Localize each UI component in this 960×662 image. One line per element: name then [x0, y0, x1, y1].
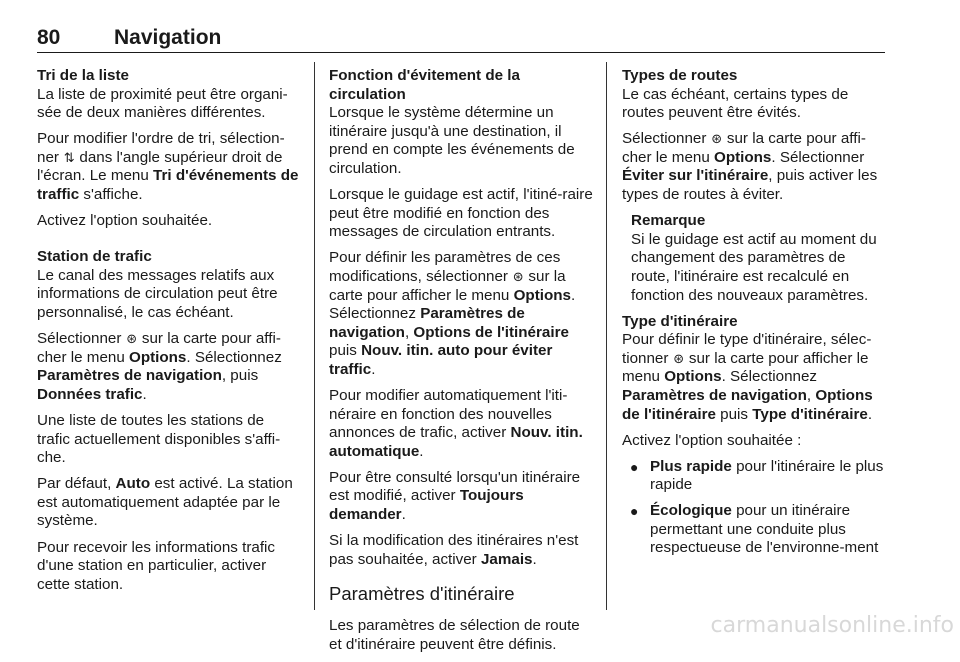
- sort-icon: ⇅: [63, 149, 75, 165]
- page-header: [37, 26, 885, 53]
- list-item: ● Plus rapide pour l'itinéraire le plus rapide: [622, 458, 888, 495]
- paragraph: Sélectionner ⊛ sur la carte pour affi-cher le menu Options. Sélectionner Éviter sur l'itinéraire, puis activer les types de routes à éviter.: [622, 130, 878, 204]
- page-number: 80: [37, 26, 61, 49]
- column-3: [622, 67, 888, 565]
- paragraph: La liste de proximité peut être organi-sée de deux manières différentes.: [37, 85, 288, 122]
- note-box: [631, 212, 888, 305]
- paragraph: Pour modifier automatiquement l'iti-néraire en fonction des nouvelles annonces de trafic, activer Nouv. itin. automatique.: [329, 387, 583, 460]
- bullet-icon: ●: [630, 458, 639, 475]
- heading-tri-liste: Tri de la liste: [37, 67, 130, 84]
- column-divider: [314, 62, 315, 610]
- paragraph: Lorsque le système détermine un itinéraire jusqu'à une destination, il prend en compte les événements de circulation.: [329, 104, 575, 177]
- paragraph: Le canal des messages relatifs aux informations de circulation peut être personnalisé, le cas échéant.: [37, 266, 278, 322]
- paragraph: Pour être consulté lorsqu'un itinéraire est modifié, activer Toujours demander.: [329, 468, 581, 524]
- column-1: [37, 67, 301, 602]
- column-divider: [606, 62, 607, 610]
- paragraph: Activez l'option souhaitée :: [622, 431, 802, 449]
- heading-type-itineraire: Type d'itinéraire: [622, 312, 738, 330]
- bullet-icon: ●: [630, 502, 639, 519]
- paragraph: Pour recevoir les informations trafic d'une station en particulier, activer cette station.: [37, 538, 276, 593]
- paragraph: Par défaut, Auto est activé. La station est automatiquement adaptée par le système.: [37, 475, 293, 530]
- list-item: ● Écologique pour un itinéraire permettant une conduite plus respectueuse de l'environne-ment: [622, 502, 888, 558]
- paragraph: Sélectionner ⊛ sur la carte pour affi-cher le menu Options. Sélectionnez Paramètres de navigation, puis Données trafic.: [37, 330, 282, 403]
- column-2: [329, 67, 593, 662]
- heading-types-routes: Types de routes: [622, 67, 738, 84]
- map-settings-icon: ⊛: [711, 131, 723, 147]
- paragraph: Si la modification des itinéraires n'est pas souhaitée, activer Jamais.: [329, 532, 579, 568]
- section-title: Paramètres d'itinéraire: [329, 583, 515, 605]
- note-text: Si le guidage est actif au moment du changement des paramètres de route, l'itinéraire est recalculé en fonction des nouveaux paramètres.: [631, 230, 877, 304]
- paragraph: Les paramètres de sélection de route et d'itinéraire peuvent être définis.: [329, 617, 580, 653]
- page-title: Navigation: [114, 26, 222, 49]
- paragraph: Une liste de toutes les stations de trafic actuellement disponibles s'affi-che.: [37, 412, 281, 467]
- paragraph: Le cas échéant, certains types de routes peuvent être évités.: [622, 85, 849, 122]
- map-settings-icon: ⊛: [126, 331, 138, 347]
- watermark: carmanualsonline.info: [710, 613, 954, 638]
- paragraph: Activez l'option souhaitée.: [37, 212, 213, 230]
- heading-station-trafic: Station de trafic: [37, 248, 152, 266]
- paragraph: Lorsque le guidage est actif, l'itiné-raire peut être modifié en fonction des messages de circulation entrants.: [329, 186, 593, 241]
- paragraph: Pour définir le type d'itinéraire, sélec-tionner ⊛ sur la carte pour afficher le menu Options. Sélectionnez Paramètres de navigation, Options de l'itinéraire puis Type d'itinéraire.: [622, 331, 873, 423]
- map-settings-icon: ⊛: [512, 268, 524, 284]
- paragraph: Pour définir les paramètres de ces modifications, sélectionner ⊛ sur la carte pour afficher le menu Options. Sélectionnez Paramètres de navigation, Options de l'itinéraire puis Nouv. itin. auto pour éviter traffic.: [329, 249, 576, 378]
- map-settings-icon: ⊛: [673, 350, 685, 366]
- heading-evitement: Fonction d'évitement de la circulation: [329, 67, 520, 103]
- paragraph: Pour modifier l'ordre de tri, sélection-ner ⇅ dans l'angle supérieur droit de l'écran. Le menu Tri d'événements de traffic s'affiche.: [37, 130, 299, 204]
- note-title: Remarque: [631, 212, 706, 230]
